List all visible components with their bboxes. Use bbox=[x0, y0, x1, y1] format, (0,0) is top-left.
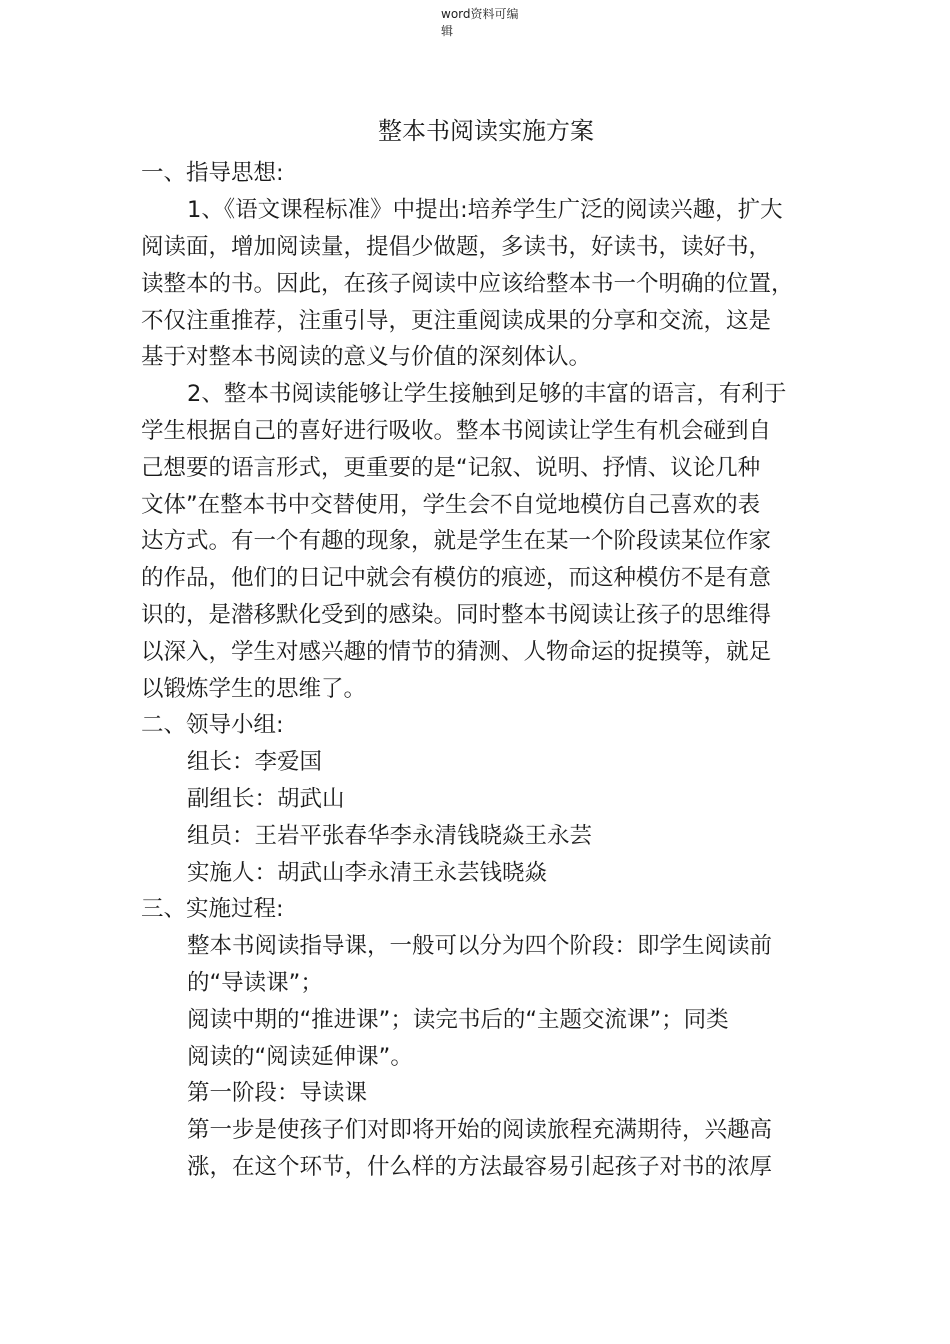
paragraph-line: 1、《语文课程标准》中提出:培养学生广泛的阅读兴趣，扩大 bbox=[187, 197, 783, 223]
paragraph-line: 的作品，他们的日记中就会有模仿的痕迹，而这种模仿不是有意 bbox=[141, 565, 772, 591]
paragraph-line: 识的，是潜移默化受到的感染。同时整本书阅读让孩子的思维得 bbox=[141, 602, 772, 628]
paragraph-line: 阅读的“阅读延伸课”。 bbox=[187, 1044, 413, 1070]
paragraph-line: 组长：李爱国 bbox=[187, 749, 323, 775]
section-heading: 三、实施过程: bbox=[141, 896, 284, 922]
paragraph-line: 阅读中期的“推进课”；读完书后的“主题交流课”；同类 bbox=[187, 1007, 729, 1033]
section-heading: 二、领导小组: bbox=[141, 712, 284, 738]
paragraph-line: 以锻炼学生的思维了。 bbox=[141, 676, 367, 702]
paragraph-line: 基于对整本书阅读的意义与价值的深刻体认。 bbox=[141, 344, 592, 370]
section-heading: 一、指导思想: bbox=[141, 160, 284, 186]
watermark-line-1: word资料可编 bbox=[441, 7, 519, 21]
paragraph-line: 学生根据自己的喜好进行吸收。整本书阅读让学生有机会碰到自 bbox=[141, 418, 772, 444]
paragraph-line: 涨，在这个环节，什么样的方法最容易引起孩子对书的浓厚 bbox=[187, 1154, 773, 1180]
paragraph-line: 组员：王岩平张春华李永清钱晓焱王永芸 bbox=[187, 823, 593, 849]
paragraph-line: 的“导读课”； bbox=[187, 970, 323, 996]
paragraph-line: 文体”在整本书中交替使用，学生会不自觉地模仿自己喜欢的表 bbox=[141, 492, 761, 518]
paragraph-line: 2、整本书阅读能够让学生接触到足够的丰富的语言，有利于 bbox=[187, 381, 787, 407]
document-title: 整本书阅读实施方案 bbox=[378, 117, 594, 145]
watermark-line-2: 辑 bbox=[441, 24, 454, 38]
paragraph-line: 己想要的语言形式，更重要的是“记叙、说明、抒情、议论几种 bbox=[141, 455, 761, 481]
paragraph-line: 读整本的书。因此，在孩子阅读中应该给整本书一个明确的位置， bbox=[141, 271, 794, 297]
watermark bbox=[441, 6, 551, 40]
paragraph-line: 实施人：胡武山李永清王永芸钱晓焱 bbox=[187, 860, 548, 886]
paragraph-line: 达方式。有一个有趣的现象，就是学生在某一个阶段读某位作家 bbox=[141, 528, 772, 554]
paragraph-line: 第一阶段：导读课 bbox=[187, 1080, 368, 1106]
paragraph-line: 副组长：胡武山 bbox=[187, 786, 345, 812]
paragraph-line: 阅读面，增加阅读量，提倡少做题，多读书，好读书，读好书， bbox=[141, 234, 772, 260]
paragraph-line: 整本书阅读指导课，一般可以分为四个阶段：即学生阅读前 bbox=[187, 933, 773, 959]
paragraph-line: 以深入，学生对感兴趣的情节的猜测、人物命运的捉摸等，就足 bbox=[141, 639, 772, 665]
paragraph-line: 第一步是使孩子们对即将开始的阅读旅程充满期待，兴趣高 bbox=[187, 1117, 773, 1143]
paragraph-line: 不仅注重推荐，注重引导，更注重阅读成果的分享和交流，这是 bbox=[141, 308, 772, 334]
